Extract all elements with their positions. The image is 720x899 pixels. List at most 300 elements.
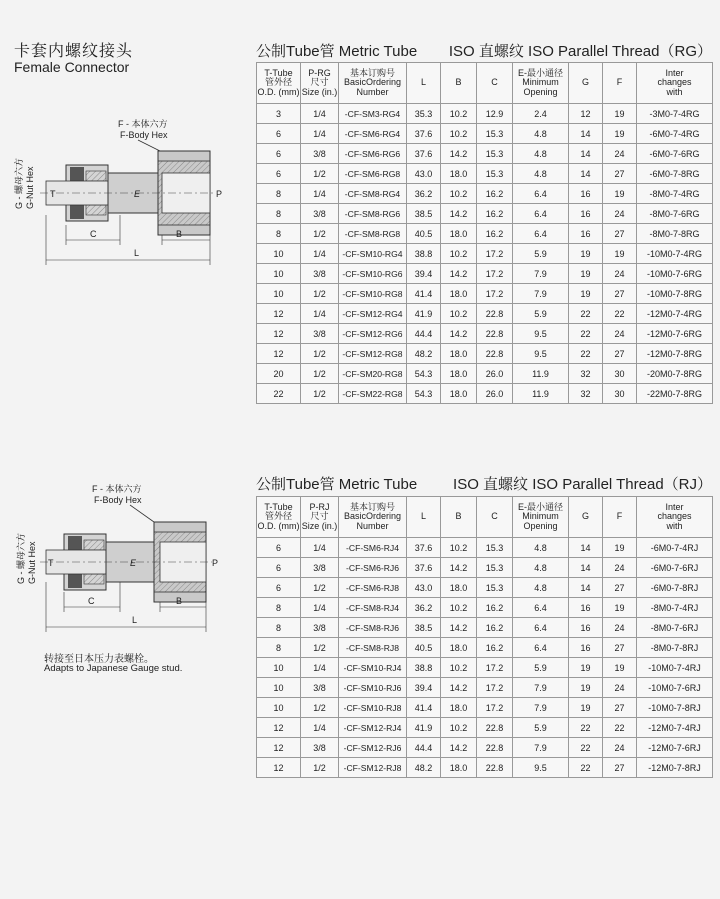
cell-dim-b: 10.2 bbox=[441, 244, 477, 264]
cell-ordering-number: -CF-SM8-RG4 bbox=[339, 184, 407, 204]
column-header-dim-b bbox=[441, 63, 477, 104]
column-header-line: changes bbox=[657, 77, 692, 88]
cell-dim-b: 18.0 bbox=[441, 224, 477, 244]
cell-min-opening-e: 4.8 bbox=[513, 124, 569, 144]
column-header-nut-hex-g bbox=[569, 497, 603, 538]
cell-nut-hex-g: 22 bbox=[569, 718, 603, 738]
cell-nut-hex-g: 19 bbox=[569, 284, 603, 304]
column-header-line: with bbox=[666, 86, 683, 97]
cell-tube-od: 12 bbox=[257, 324, 301, 344]
cell-min-opening-e: 7.9 bbox=[513, 284, 569, 304]
table-row bbox=[257, 758, 713, 778]
cell-length-l: 36.2 bbox=[407, 184, 441, 204]
column-header-line: C bbox=[491, 511, 498, 522]
cell-length-l: 37.6 bbox=[407, 124, 441, 144]
cell-port-size: 1/4 bbox=[301, 718, 339, 738]
cell-nut-hex-g: 16 bbox=[569, 204, 603, 224]
cell-ordering-number: -CF-SM12-RG8 bbox=[339, 344, 407, 364]
cell-min-opening-e: 5.9 bbox=[513, 658, 569, 678]
cell-dim-b: 14.2 bbox=[441, 618, 477, 638]
dim-c-label-2: C bbox=[88, 596, 95, 606]
column-header-line: F bbox=[616, 511, 623, 522]
dim-t-label-2: T bbox=[48, 558, 54, 568]
cell-length-l: 38.5 bbox=[407, 618, 441, 638]
cell-port-size: 1/2 bbox=[301, 364, 339, 384]
cell-port-size: 1/2 bbox=[301, 758, 339, 778]
cell-ordering-number: -CF-SM20-RG8 bbox=[339, 364, 407, 384]
cell-tube-od: 3 bbox=[257, 104, 301, 124]
cell-tube-od: 22 bbox=[257, 384, 301, 404]
cell-nut-hex-g: 16 bbox=[569, 184, 603, 204]
cell-ordering-number: -CF-SM12-RJ8 bbox=[339, 758, 407, 778]
cell-interchanges-with: -10M0-7-8RJ bbox=[637, 698, 713, 718]
cell-tube-od: 8 bbox=[257, 224, 301, 244]
cell-tube-od: 10 bbox=[257, 264, 301, 284]
cell-nut-hex-g: 22 bbox=[569, 344, 603, 364]
cell-ordering-number: -CF-SM12-RJ6 bbox=[339, 738, 407, 758]
cell-nut-hex-g: 22 bbox=[569, 304, 603, 324]
cell-body-hex-f: 19 bbox=[603, 538, 637, 558]
cell-interchanges-with: -8M0-7-6RG bbox=[637, 204, 713, 224]
cell-dim-c: 12.9 bbox=[477, 104, 513, 124]
table-header-row bbox=[257, 497, 713, 538]
cell-interchanges-with: -12M0-7-4RG bbox=[637, 304, 713, 324]
cell-dim-c: 15.3 bbox=[477, 538, 513, 558]
cell-dim-b: 14.2 bbox=[441, 264, 477, 284]
body-hex-label-en: F-Body Hex bbox=[120, 130, 168, 140]
cell-ordering-number: -CF-SM8-RJ6 bbox=[339, 618, 407, 638]
column-header-line: T-Tube bbox=[264, 67, 293, 78]
cell-port-size: 1/4 bbox=[301, 658, 339, 678]
female-connector-drawing-top bbox=[10, 115, 246, 275]
cell-ordering-number: -CF-SM12-RG6 bbox=[339, 324, 407, 344]
cell-dim-c: 26.0 bbox=[477, 384, 513, 404]
cell-interchanges-with: -8M0-7-4RG bbox=[637, 184, 713, 204]
cell-port-size: 1/4 bbox=[301, 104, 339, 124]
cell-dim-b: 14.2 bbox=[441, 204, 477, 224]
cell-interchanges-with: -6M0-7-8RJ bbox=[637, 578, 713, 598]
cell-nut-hex-g: 32 bbox=[569, 384, 603, 404]
cell-port-size: 1/2 bbox=[301, 224, 339, 244]
cell-length-l: 37.6 bbox=[407, 558, 441, 578]
cell-ordering-number: -CF-SM10-RJ8 bbox=[339, 698, 407, 718]
cell-port-size: 3/8 bbox=[301, 558, 339, 578]
cell-body-hex-f: 24 bbox=[603, 144, 637, 164]
cell-body-hex-f: 27 bbox=[603, 698, 637, 718]
cell-tube-od: 6 bbox=[257, 578, 301, 598]
cell-length-l: 41.9 bbox=[407, 304, 441, 324]
cell-interchanges-with: -6M0-7-6RJ bbox=[637, 558, 713, 578]
nut-hex-label-en: G-Nut Hex bbox=[25, 166, 35, 209]
cell-nut-hex-g: 14 bbox=[569, 538, 603, 558]
cell-min-opening-e: 9.5 bbox=[513, 344, 569, 364]
table-row bbox=[257, 618, 713, 638]
cell-dim-b: 18.0 bbox=[441, 384, 477, 404]
nut-hex-label-cn: G - 螺母六方 bbox=[14, 158, 24, 209]
cell-body-hex-f: 24 bbox=[603, 738, 637, 758]
cell-min-opening-e: 4.8 bbox=[513, 558, 569, 578]
section-title-metric-rj: 公制Tube管 Metric Tube bbox=[256, 476, 418, 493]
cell-body-hex-f: 27 bbox=[603, 284, 637, 304]
cell-dim-b: 10.2 bbox=[441, 718, 477, 738]
column-header-length-l bbox=[407, 63, 441, 104]
cell-dim-c: 16.2 bbox=[477, 638, 513, 658]
cell-ordering-number: -CF-SM22-RG8 bbox=[339, 384, 407, 404]
column-header-line: BasicOrdering bbox=[343, 77, 402, 88]
cell-port-size: 1/2 bbox=[301, 578, 339, 598]
cell-tube-od: 8 bbox=[257, 598, 301, 618]
cell-min-opening-e: 4.8 bbox=[513, 144, 569, 164]
dim-p-label: P bbox=[216, 189, 223, 199]
cell-dim-c: 15.3 bbox=[477, 124, 513, 144]
dim-e-label-2: E bbox=[130, 558, 137, 568]
table-row bbox=[257, 104, 713, 124]
section-title-thread-rj: ISO 直螺纹 ISO Parallel Thread（RJ） bbox=[453, 476, 712, 493]
cell-interchanges-with: -3M0-7-4RG bbox=[637, 104, 713, 124]
cell-min-opening-e: 6.4 bbox=[513, 638, 569, 658]
cell-length-l: 44.4 bbox=[407, 324, 441, 344]
table-row bbox=[257, 558, 713, 578]
cell-tube-od: 8 bbox=[257, 204, 301, 224]
cell-body-hex-f: 24 bbox=[603, 618, 637, 638]
table-row bbox=[257, 718, 713, 738]
table-row bbox=[257, 204, 713, 224]
cell-dim-b: 10.2 bbox=[441, 104, 477, 124]
cell-ordering-number: -CF-SM10-RG8 bbox=[339, 284, 407, 304]
cell-length-l: 48.2 bbox=[407, 344, 441, 364]
cell-port-size: 3/8 bbox=[301, 678, 339, 698]
column-header-line: 基本订购号 bbox=[349, 67, 395, 78]
cell-body-hex-f: 30 bbox=[603, 364, 637, 384]
column-header-line: Number bbox=[356, 520, 389, 531]
product-title-cn: 卡套内螺纹接头 bbox=[14, 43, 134, 60]
cell-body-hex-f: 19 bbox=[603, 658, 637, 678]
cell-length-l: 36.2 bbox=[407, 598, 441, 618]
dim-b-label: B bbox=[176, 229, 183, 239]
cell-dim-c: 16.2 bbox=[477, 204, 513, 224]
cell-dim-c: 16.2 bbox=[477, 598, 513, 618]
cell-tube-od: 6 bbox=[257, 538, 301, 558]
cell-port-size: 1/2 bbox=[301, 384, 339, 404]
column-header-line: E-最小通径 bbox=[517, 501, 563, 512]
column-header-tube-od bbox=[257, 497, 301, 538]
column-header-line: P-RJ bbox=[309, 501, 330, 512]
cell-dim-c: 16.2 bbox=[477, 618, 513, 638]
cell-dim-c: 17.2 bbox=[477, 244, 513, 264]
cell-port-size: 1/4 bbox=[301, 598, 339, 618]
product-title-en: Female Connector bbox=[14, 59, 130, 75]
cell-dim-c: 17.2 bbox=[477, 678, 513, 698]
table-row bbox=[257, 538, 713, 558]
cell-nut-hex-g: 19 bbox=[569, 658, 603, 678]
cell-interchanges-with: -12M0-7-8RJ bbox=[637, 758, 713, 778]
column-header-line: 尺寸 bbox=[310, 511, 329, 522]
column-header-line: G bbox=[581, 511, 589, 522]
column-header-dim-c bbox=[477, 63, 513, 104]
cell-nut-hex-g: 22 bbox=[569, 758, 603, 778]
column-header-line: G bbox=[581, 77, 589, 88]
cell-nut-hex-g: 14 bbox=[569, 578, 603, 598]
cell-min-opening-e: 11.9 bbox=[513, 384, 569, 404]
cell-body-hex-f: 27 bbox=[603, 164, 637, 184]
dim-p-label-2: P bbox=[212, 558, 219, 568]
cell-port-size: 1/4 bbox=[301, 538, 339, 558]
cell-ordering-number: -CF-SM10-RG6 bbox=[339, 264, 407, 284]
column-header-line: L bbox=[420, 77, 426, 88]
table-row bbox=[257, 304, 713, 324]
cell-min-opening-e: 5.9 bbox=[513, 304, 569, 324]
column-header-ordering-number bbox=[339, 497, 407, 538]
cell-dim-b: 10.2 bbox=[441, 184, 477, 204]
cell-body-hex-f: 19 bbox=[603, 184, 637, 204]
column-header-dim-b bbox=[441, 497, 477, 538]
cell-min-opening-e: 6.4 bbox=[513, 224, 569, 244]
cell-interchanges-with: -8M0-7-6RJ bbox=[637, 618, 713, 638]
cell-dim-b: 18.0 bbox=[441, 758, 477, 778]
cell-ordering-number: -CF-SM10-RG4 bbox=[339, 244, 407, 264]
cell-body-hex-f: 24 bbox=[603, 204, 637, 224]
cell-ordering-number: -CF-SM6-RJ6 bbox=[339, 558, 407, 578]
gauge-note-cn: 转接至日本压力表螺栓。 bbox=[44, 654, 154, 665]
dim-l-label-2: L bbox=[132, 615, 138, 625]
spec-table-rg bbox=[256, 62, 713, 404]
cell-dim-b: 14.2 bbox=[441, 558, 477, 578]
cell-min-opening-e: 4.8 bbox=[513, 164, 569, 184]
cell-dim-b: 18.0 bbox=[441, 698, 477, 718]
cell-interchanges-with: -10M0-7-8RG bbox=[637, 284, 713, 304]
cell-length-l: 35.3 bbox=[407, 104, 441, 124]
cell-tube-od: 10 bbox=[257, 244, 301, 264]
cell-min-opening-e: 2.4 bbox=[513, 104, 569, 124]
cell-tube-od: 12 bbox=[257, 304, 301, 324]
cell-min-opening-e: 4.8 bbox=[513, 538, 569, 558]
section-header-rj bbox=[256, 473, 712, 495]
table-row bbox=[257, 184, 713, 204]
column-header-line: O.D. (mm) bbox=[257, 86, 300, 97]
cell-length-l: 40.5 bbox=[407, 224, 441, 244]
cell-ordering-number: -CF-SM6-RG4 bbox=[339, 124, 407, 144]
cell-tube-od: 10 bbox=[257, 698, 301, 718]
cell-port-size: 3/8 bbox=[301, 324, 339, 344]
cell-dim-b: 18.0 bbox=[441, 638, 477, 658]
cell-port-size: 3/8 bbox=[301, 144, 339, 164]
cell-port-size: 1/4 bbox=[301, 244, 339, 264]
cell-dim-c: 22.8 bbox=[477, 304, 513, 324]
cell-min-opening-e: 6.4 bbox=[513, 618, 569, 638]
cell-body-hex-f: 19 bbox=[603, 598, 637, 618]
cell-dim-b: 18.0 bbox=[441, 344, 477, 364]
cell-nut-hex-g: 14 bbox=[569, 558, 603, 578]
column-header-interchanges-with bbox=[637, 497, 713, 538]
cell-tube-od: 8 bbox=[257, 184, 301, 204]
cell-port-size: 1/4 bbox=[301, 184, 339, 204]
cell-min-opening-e: 7.9 bbox=[513, 738, 569, 758]
cell-dim-c: 17.2 bbox=[477, 284, 513, 304]
column-header-line: BasicOrdering bbox=[343, 511, 402, 522]
cell-port-size: 1/2 bbox=[301, 164, 339, 184]
column-header-tube-od bbox=[257, 63, 301, 104]
cell-min-opening-e: 7.9 bbox=[513, 698, 569, 718]
cell-tube-od: 6 bbox=[257, 144, 301, 164]
cell-length-l: 39.4 bbox=[407, 678, 441, 698]
spec-table-rj bbox=[256, 496, 713, 778]
table-row bbox=[257, 738, 713, 758]
dim-t-label: T bbox=[50, 189, 56, 199]
cell-tube-od: 8 bbox=[257, 638, 301, 658]
cell-tube-od: 12 bbox=[257, 344, 301, 364]
column-header-line: Size (in.) bbox=[301, 520, 338, 531]
cell-port-size: 3/8 bbox=[301, 204, 339, 224]
column-header-port-size bbox=[301, 63, 339, 104]
cell-dim-c: 22.8 bbox=[477, 738, 513, 758]
dim-e-label: E bbox=[134, 189, 141, 199]
column-header-line: Inter bbox=[665, 501, 684, 512]
cell-dim-c: 15.3 bbox=[477, 578, 513, 598]
cell-interchanges-with: -8M0-7-8RJ bbox=[637, 638, 713, 658]
column-header-ordering-number bbox=[339, 63, 407, 104]
table-row bbox=[257, 638, 713, 658]
cell-length-l: 37.6 bbox=[407, 538, 441, 558]
column-header-line: Size (in.) bbox=[301, 86, 338, 97]
cell-length-l: 38.8 bbox=[407, 244, 441, 264]
cell-dim-c: 22.8 bbox=[477, 324, 513, 344]
female-connector-drawing-bottom bbox=[16, 482, 246, 642]
cell-body-hex-f: 24 bbox=[603, 678, 637, 698]
cell-nut-hex-g: 16 bbox=[569, 598, 603, 618]
cell-interchanges-with: -22M0-7-8RG bbox=[637, 384, 713, 404]
cell-length-l: 37.6 bbox=[407, 144, 441, 164]
cell-body-hex-f: 24 bbox=[603, 264, 637, 284]
cell-length-l: 44.4 bbox=[407, 738, 441, 758]
cell-body-hex-f: 27 bbox=[603, 638, 637, 658]
column-header-line: Minimum bbox=[522, 511, 559, 522]
column-header-line: with bbox=[666, 520, 683, 531]
column-header-body-hex-f bbox=[603, 63, 637, 104]
cell-length-l: 43.0 bbox=[407, 578, 441, 598]
cell-min-opening-e: 4.8 bbox=[513, 578, 569, 598]
cell-dim-c: 22.8 bbox=[477, 344, 513, 364]
column-header-min-opening-e bbox=[513, 63, 569, 104]
column-header-line: T-Tube bbox=[264, 501, 293, 512]
column-header-line: P-RG bbox=[308, 67, 331, 78]
cell-body-hex-f: 22 bbox=[603, 304, 637, 324]
cell-min-opening-e: 11.9 bbox=[513, 364, 569, 384]
table-row bbox=[257, 144, 713, 164]
cell-dim-c: 22.8 bbox=[477, 758, 513, 778]
cell-dim-b: 14.2 bbox=[441, 738, 477, 758]
column-header-length-l bbox=[407, 497, 441, 538]
cell-interchanges-with: -6M0-7-4RJ bbox=[637, 538, 713, 558]
cell-port-size: 3/8 bbox=[301, 738, 339, 758]
column-header-line: L bbox=[420, 511, 426, 522]
column-header-line: Number bbox=[356, 86, 389, 97]
dim-c-label: C bbox=[90, 229, 97, 239]
table-row bbox=[257, 578, 713, 598]
cell-dim-b: 10.2 bbox=[441, 598, 477, 618]
cell-length-l: 48.2 bbox=[407, 758, 441, 778]
cell-ordering-number: -CF-SM6-RG8 bbox=[339, 164, 407, 184]
column-header-line: Inter bbox=[665, 67, 684, 78]
cell-port-size: 1/4 bbox=[301, 124, 339, 144]
cell-min-opening-e: 6.4 bbox=[513, 598, 569, 618]
cell-nut-hex-g: 32 bbox=[569, 364, 603, 384]
table-row bbox=[257, 384, 713, 404]
table-row bbox=[257, 244, 713, 264]
cell-length-l: 41.4 bbox=[407, 284, 441, 304]
column-header-line: changes bbox=[657, 511, 692, 522]
cell-port-size: 3/8 bbox=[301, 618, 339, 638]
cell-port-size: 1/2 bbox=[301, 284, 339, 304]
cell-nut-hex-g: 19 bbox=[569, 264, 603, 284]
cell-interchanges-with: -12M0-7-4RJ bbox=[637, 718, 713, 738]
body-hex-label-cn-2: F - 本体六方 bbox=[92, 484, 142, 494]
cell-ordering-number: -CF-SM10-RJ4 bbox=[339, 658, 407, 678]
cell-port-size: 1/2 bbox=[301, 344, 339, 364]
column-header-line: Opening bbox=[523, 520, 558, 531]
cell-min-opening-e: 9.5 bbox=[513, 758, 569, 778]
cell-dim-c: 15.3 bbox=[477, 144, 513, 164]
cell-min-opening-e: 9.5 bbox=[513, 324, 569, 344]
cell-nut-hex-g: 19 bbox=[569, 698, 603, 718]
cell-nut-hex-g: 22 bbox=[569, 738, 603, 758]
cell-nut-hex-g: 12 bbox=[569, 104, 603, 124]
cell-body-hex-f: 24 bbox=[603, 558, 637, 578]
cell-dim-b: 18.0 bbox=[441, 284, 477, 304]
column-header-line: O.D. (mm) bbox=[257, 520, 300, 531]
cell-interchanges-with: -20M0-7-8RG bbox=[637, 364, 713, 384]
cell-dim-c: 15.3 bbox=[477, 558, 513, 578]
cell-interchanges-with: -10M0-7-6RJ bbox=[637, 678, 713, 698]
cell-dim-b: 10.2 bbox=[441, 538, 477, 558]
cell-body-hex-f: 19 bbox=[603, 124, 637, 144]
dim-l-label: L bbox=[134, 248, 140, 258]
cell-port-size: 3/8 bbox=[301, 264, 339, 284]
cell-tube-od: 20 bbox=[257, 364, 301, 384]
cell-nut-hex-g: 14 bbox=[569, 164, 603, 184]
cell-tube-od: 12 bbox=[257, 718, 301, 738]
cell-dim-c: 17.2 bbox=[477, 658, 513, 678]
cell-ordering-number: -CF-SM6-RG6 bbox=[339, 144, 407, 164]
table-header-row bbox=[257, 63, 713, 104]
cell-dim-b: 18.0 bbox=[441, 578, 477, 598]
cell-ordering-number: -CF-SM3-RG4 bbox=[339, 104, 407, 124]
cell-length-l: 38.5 bbox=[407, 204, 441, 224]
cell-tube-od: 10 bbox=[257, 658, 301, 678]
cell-interchanges-with: -12M0-7-6RJ bbox=[637, 738, 713, 758]
cell-interchanges-with: -10M0-7-4RG bbox=[637, 244, 713, 264]
cell-dim-b: 14.2 bbox=[441, 324, 477, 344]
cell-ordering-number: -CF-SM6-RJ8 bbox=[339, 578, 407, 598]
cell-tube-od: 8 bbox=[257, 618, 301, 638]
cell-dim-c: 22.8 bbox=[477, 718, 513, 738]
cell-ordering-number: -CF-SM6-RJ4 bbox=[339, 538, 407, 558]
table-row bbox=[257, 324, 713, 344]
cell-interchanges-with: -6M0-7-4RG bbox=[637, 124, 713, 144]
cell-port-size: 1/2 bbox=[301, 638, 339, 658]
table-row bbox=[257, 678, 713, 698]
cell-dim-c: 16.2 bbox=[477, 224, 513, 244]
cell-length-l: 39.4 bbox=[407, 264, 441, 284]
cell-interchanges-with: -12M0-7-8RG bbox=[637, 344, 713, 364]
cell-port-size: 1/2 bbox=[301, 698, 339, 718]
column-header-line: C bbox=[491, 77, 498, 88]
cell-dim-b: 10.2 bbox=[441, 658, 477, 678]
column-header-body-hex-f bbox=[603, 497, 637, 538]
cell-tube-od: 12 bbox=[257, 738, 301, 758]
cell-nut-hex-g: 16 bbox=[569, 618, 603, 638]
cell-min-opening-e: 5.9 bbox=[513, 244, 569, 264]
cell-nut-hex-g: 14 bbox=[569, 144, 603, 164]
